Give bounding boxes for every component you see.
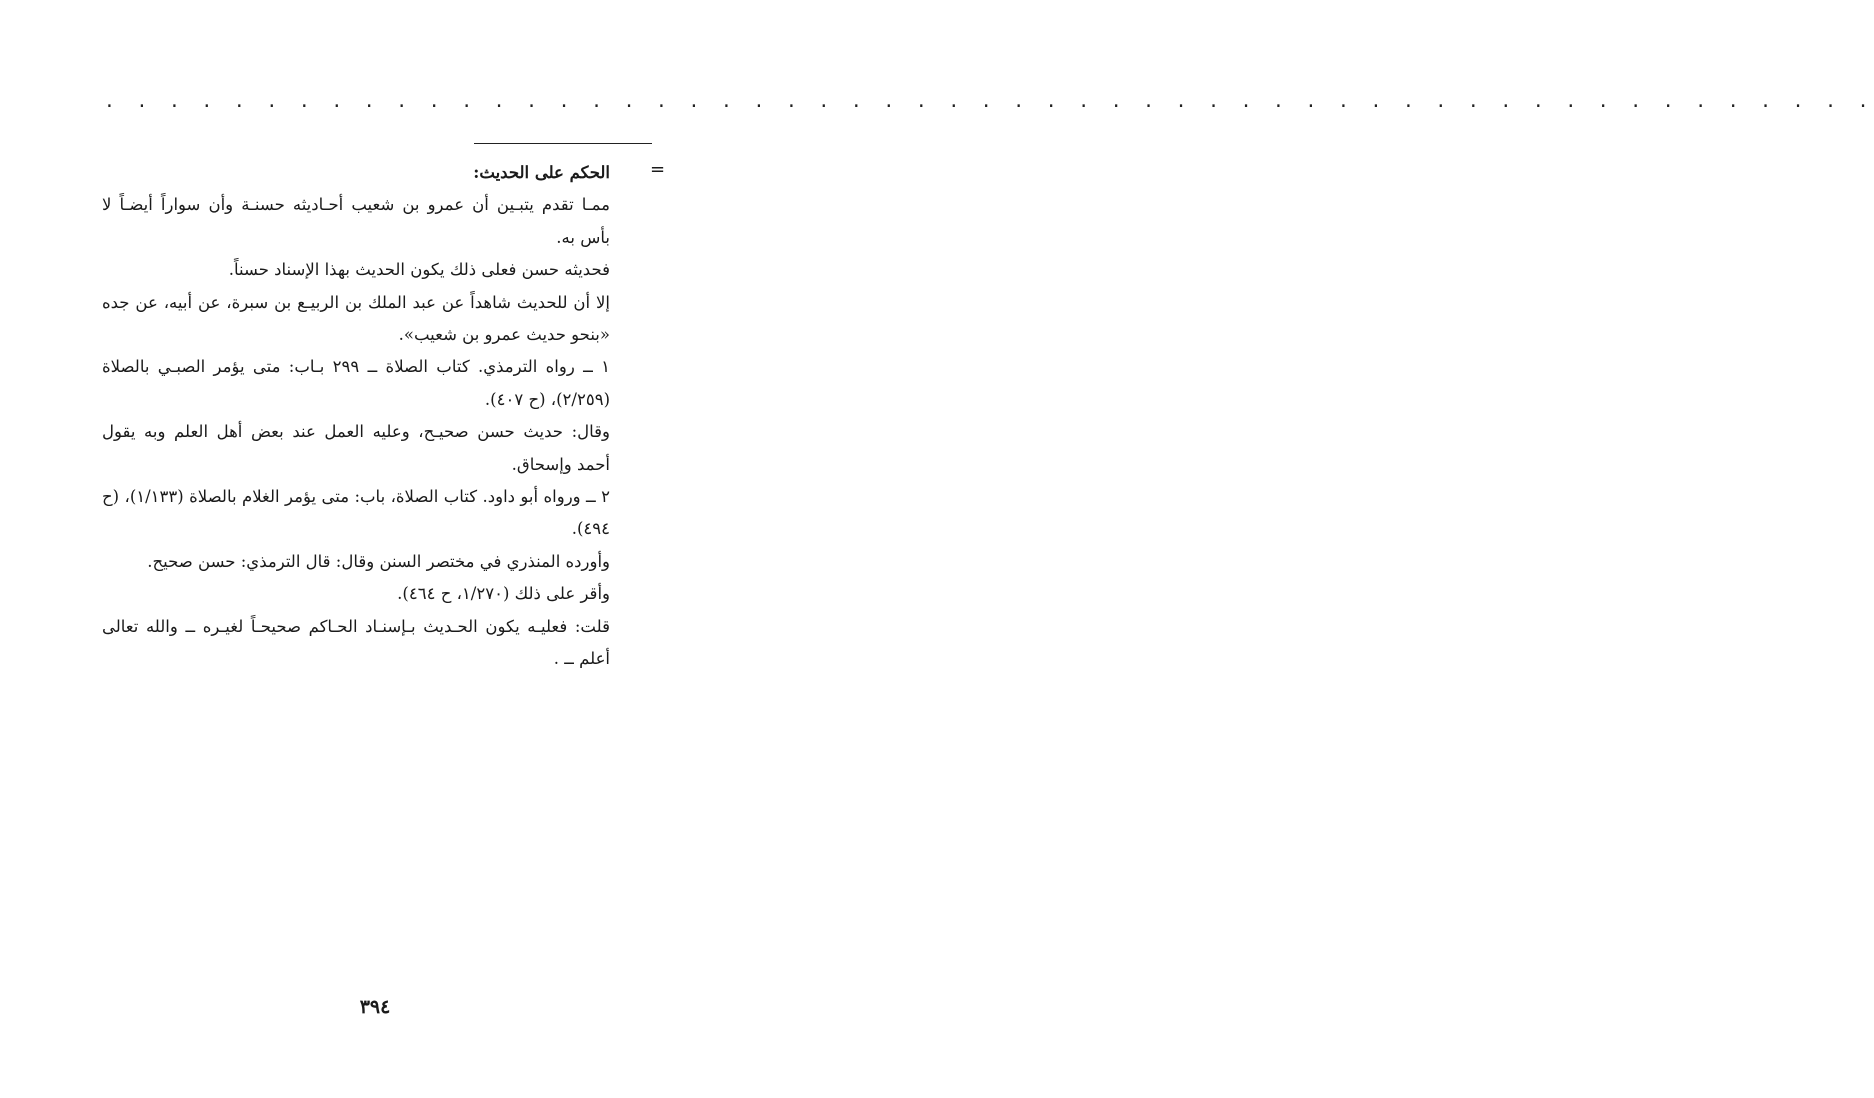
paragraph: إلا أن للحديث شاهداً عن عبد الملك بن الربيـع بن سبرة، عن أبيه، عن جده «بنحو حديث عمرو بن شعيب».: [102, 292, 610, 345]
section-heading: الحكم على الحديث:: [473, 163, 610, 182]
dot-leader: . . . . . . . . . . . . . . . . . . . . . . . . . . . . . . . . . . . . . . . . . . . . . . . . . . . . . . .: [104, 91, 1874, 112]
paragraph: فحديثه حسن فعلى ذلك يكون الحديث بهذا الإسناد حسناً.: [228, 260, 610, 280]
footnote-text: [102, 157, 610, 676]
paragraph: ٢ ــ ورواه أبو داود. كتاب الصلاة، باب: متى يؤمر الغلام بالصلاة (١/١٣٣)، (ح ٤٩٤).: [102, 487, 610, 539]
page-number: ٣٩٤: [359, 996, 391, 1018]
paragraph: ١ ــ رواه الترمذي. كتاب الصلاة ــ ٢٩٩ بـاب: متى يؤمر الصبـي بالصلاة (٢/٢٥٩)، (ح ٤٠٧).: [102, 357, 610, 409]
paragraph: ممـا تقدم يتبـين أن عمرو بن شعيب أحـاديثه حسنـة وأن سواراً أيضـاً لا بأس به.: [102, 195, 610, 247]
paragraph: قلت: فعليـه يكون الحـديث بـإسنـاد الحـاكم صحيحـاً لغيـره ــ والله تعالى أعلم ــ .: [102, 616, 610, 669]
footnote-separator-line: [474, 143, 652, 144]
paragraph: وأورده المنذري في مختصر السنن وقال: قال الترمذي: حسن صحيح.: [147, 551, 610, 571]
continuation-mark: =: [650, 159, 666, 180]
paragraph: وأقر على ذلك (١/٢٧٠، ح ٤٦٤).: [397, 584, 610, 604]
paragraph: وقال: حديث حسن صحيـح، وعليه العمل عند بعض أهل العلم وبه يقول أحمد وإسحاق.: [102, 422, 610, 474]
